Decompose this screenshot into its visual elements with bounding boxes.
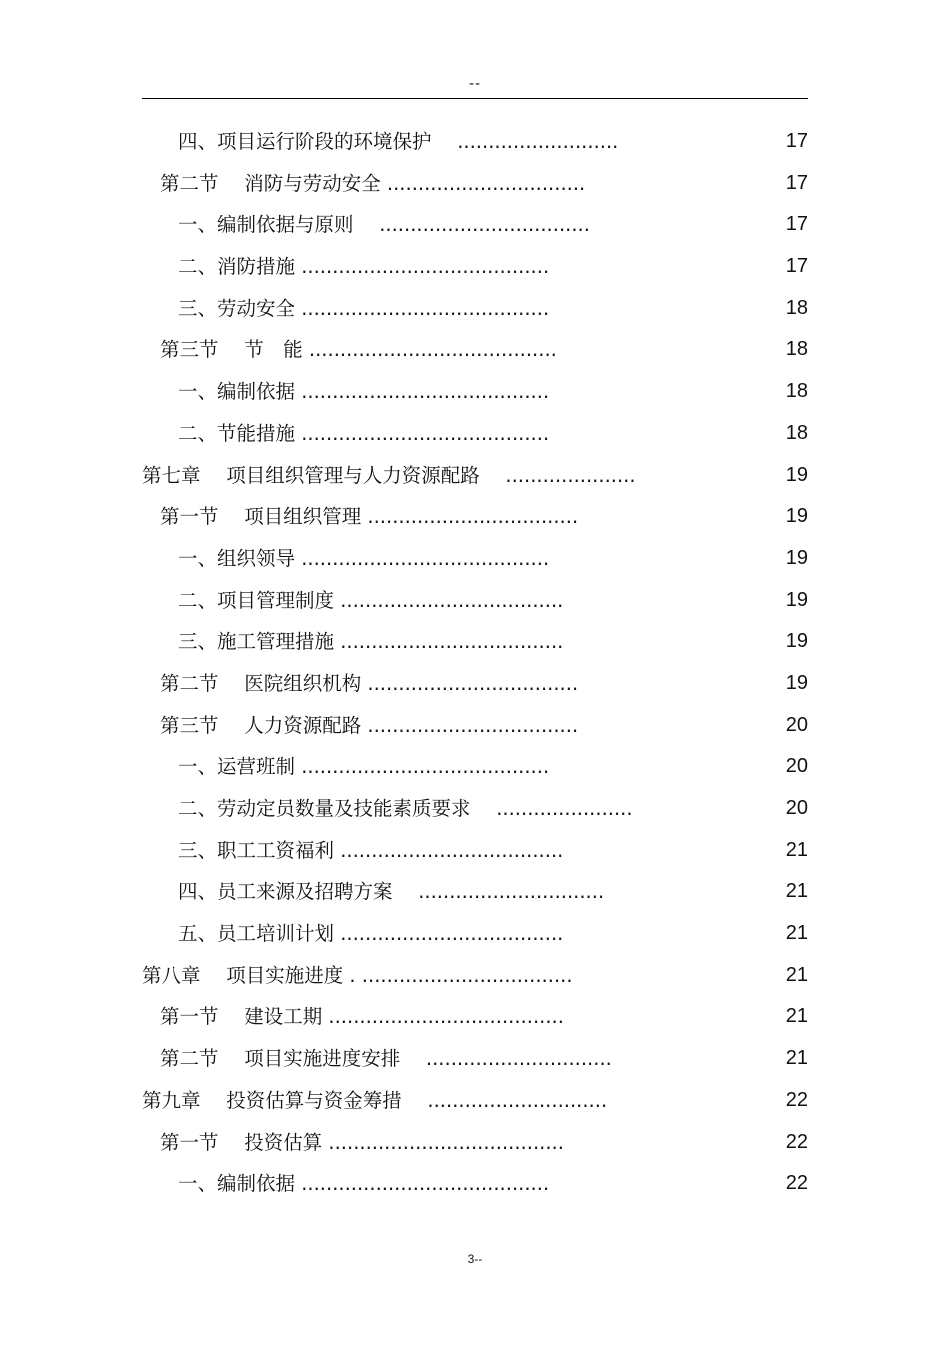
toc-entry-page: 21 [785, 838, 808, 861]
toc-entry-title: 一、编制依据 ........................................ [178, 380, 550, 404]
toc-entry[interactable] [142, 496, 808, 538]
toc-entry[interactable] [142, 121, 808, 163]
toc-entry[interactable] [142, 746, 808, 788]
toc-entry[interactable] [142, 455, 808, 497]
toc-entry[interactable] [142, 621, 808, 663]
toc-entry[interactable] [142, 913, 808, 955]
toc-entry[interactable] [142, 204, 808, 246]
toc-entry-page: 19 [785, 463, 808, 486]
toc-entry-title: 第二节 项目实施进度安排 .............................. [160, 1047, 612, 1071]
toc-entry-title: 第八章 项目实施进度 . .................................. [142, 963, 573, 987]
toc-entry[interactable] [142, 1122, 808, 1164]
toc-entry-title: 第二节 医院组织机构 .................................. [160, 671, 579, 695]
toc-entry[interactable] [142, 329, 808, 371]
toc-entry-page: 19 [785, 588, 808, 611]
toc-entry-page: 20 [785, 713, 808, 736]
toc-entry[interactable] [142, 955, 808, 997]
toc-entry-title: 第一节 投资估算 ...................................... [160, 1130, 564, 1154]
toc-entry-page: 22 [785, 1088, 808, 1111]
toc-entry-title: 第一节 项目组织管理 .................................. [160, 505, 579, 529]
toc-entry-page: 20 [785, 797, 808, 819]
toc-entry[interactable] [142, 663, 808, 705]
toc-entry[interactable] [142, 163, 808, 205]
toc-entry-page: 18 [785, 296, 808, 319]
toc-entry[interactable] [142, 871, 808, 913]
toc-entry-title: 二、消防措施 ........................................ [178, 255, 550, 279]
toc-entry-title: 第九章 投资估算与资金筹措 ............................. [142, 1088, 608, 1112]
toc-entry-page: 21 [785, 1047, 808, 1070]
toc-entry[interactable] [142, 413, 808, 455]
toc-entry-title: 二、劳动定员数量及技能素质要求 ...................... [178, 797, 633, 820]
toc-entry[interactable] [142, 371, 808, 413]
toc-entry[interactable] [142, 1038, 808, 1080]
toc-entry-title: 三、劳动安全 ........................................ [178, 296, 550, 320]
toc-entry-page: 18 [785, 380, 808, 403]
toc-entry-title: 第一节 建设工期 ...................................... [160, 1005, 564, 1029]
page-number: 3-- [467, 1252, 483, 1266]
toc-entry-page: 18 [785, 338, 808, 361]
toc-entry-title: 五、员工培训计划 .................................... [178, 922, 564, 946]
toc-entry-page: 21 [785, 1005, 808, 1028]
toc-entry-title: 第三节 节 能 ........................................ [160, 338, 557, 362]
toc-entry-page: 17 [785, 171, 808, 194]
toc-entry-page: 17 [785, 213, 808, 236]
toc-entry-page: 22 [785, 1130, 808, 1153]
toc-entry-title: 第三节 人力资源配路 .................................. [160, 713, 579, 737]
toc-entry-page: 22 [785, 1172, 808, 1195]
toc-entry[interactable] [142, 538, 808, 580]
toc-entry[interactable] [142, 1163, 808, 1205]
toc-entry[interactable] [142, 996, 808, 1038]
toc-entry-title: 二、节能措施 ........................................ [178, 421, 550, 445]
toc-entry[interactable] [142, 705, 808, 747]
toc-entry-title: 二、项目管理制度 .................................... [178, 588, 564, 612]
table-of-contents [142, 121, 808, 1205]
toc-entry[interactable] [142, 580, 808, 622]
toc-entry-page: 21 [785, 922, 808, 945]
toc-entry-page: 19 [785, 630, 808, 653]
toc-entry[interactable] [142, 830, 808, 872]
toc-entry[interactable] [142, 788, 808, 830]
toc-entry-page: 21 [785, 963, 808, 986]
toc-entry-title: 四、员工来源及招聘方案 .............................. [178, 880, 605, 904]
header-rule [142, 98, 808, 99]
toc-entry-title: 第二节 消防与劳动安全 ................................ [160, 171, 586, 195]
toc-entry-page: 20 [785, 755, 808, 778]
toc-entry-page: 17 [785, 130, 808, 152]
toc-entry-page: 17 [785, 255, 808, 278]
toc-entry-title: 三、职工工资福利 .................................... [178, 838, 564, 862]
toc-entry-title: 三、施工管理措施 .................................... [178, 630, 564, 654]
toc-entry-title: 一、编制依据 ........................................ [178, 1172, 550, 1196]
toc-entry-page: 18 [785, 421, 808, 444]
toc-entry-title: 四、项目运行阶段的环境保护 .......................... [178, 130, 619, 153]
toc-entry-title: 一、编制依据与原则 .................................. [178, 213, 590, 237]
toc-entry[interactable] [142, 288, 808, 330]
toc-entry-page: 19 [785, 546, 808, 569]
toc-entry-title: 一、组织领导 ........................................ [178, 546, 550, 570]
toc-entry-page: 21 [785, 880, 808, 903]
toc-entry[interactable] [142, 1080, 808, 1122]
toc-entry-title: 一、运营班制 ........................................ [178, 755, 550, 779]
toc-entry-title: 第七章 项目组织管理与人力资源配路 ..................... [142, 463, 636, 487]
toc-entry[interactable] [142, 246, 808, 288]
header-mark: -- [468, 76, 482, 92]
toc-entry-page: 19 [785, 671, 808, 694]
toc-entry-page: 19 [785, 505, 808, 528]
